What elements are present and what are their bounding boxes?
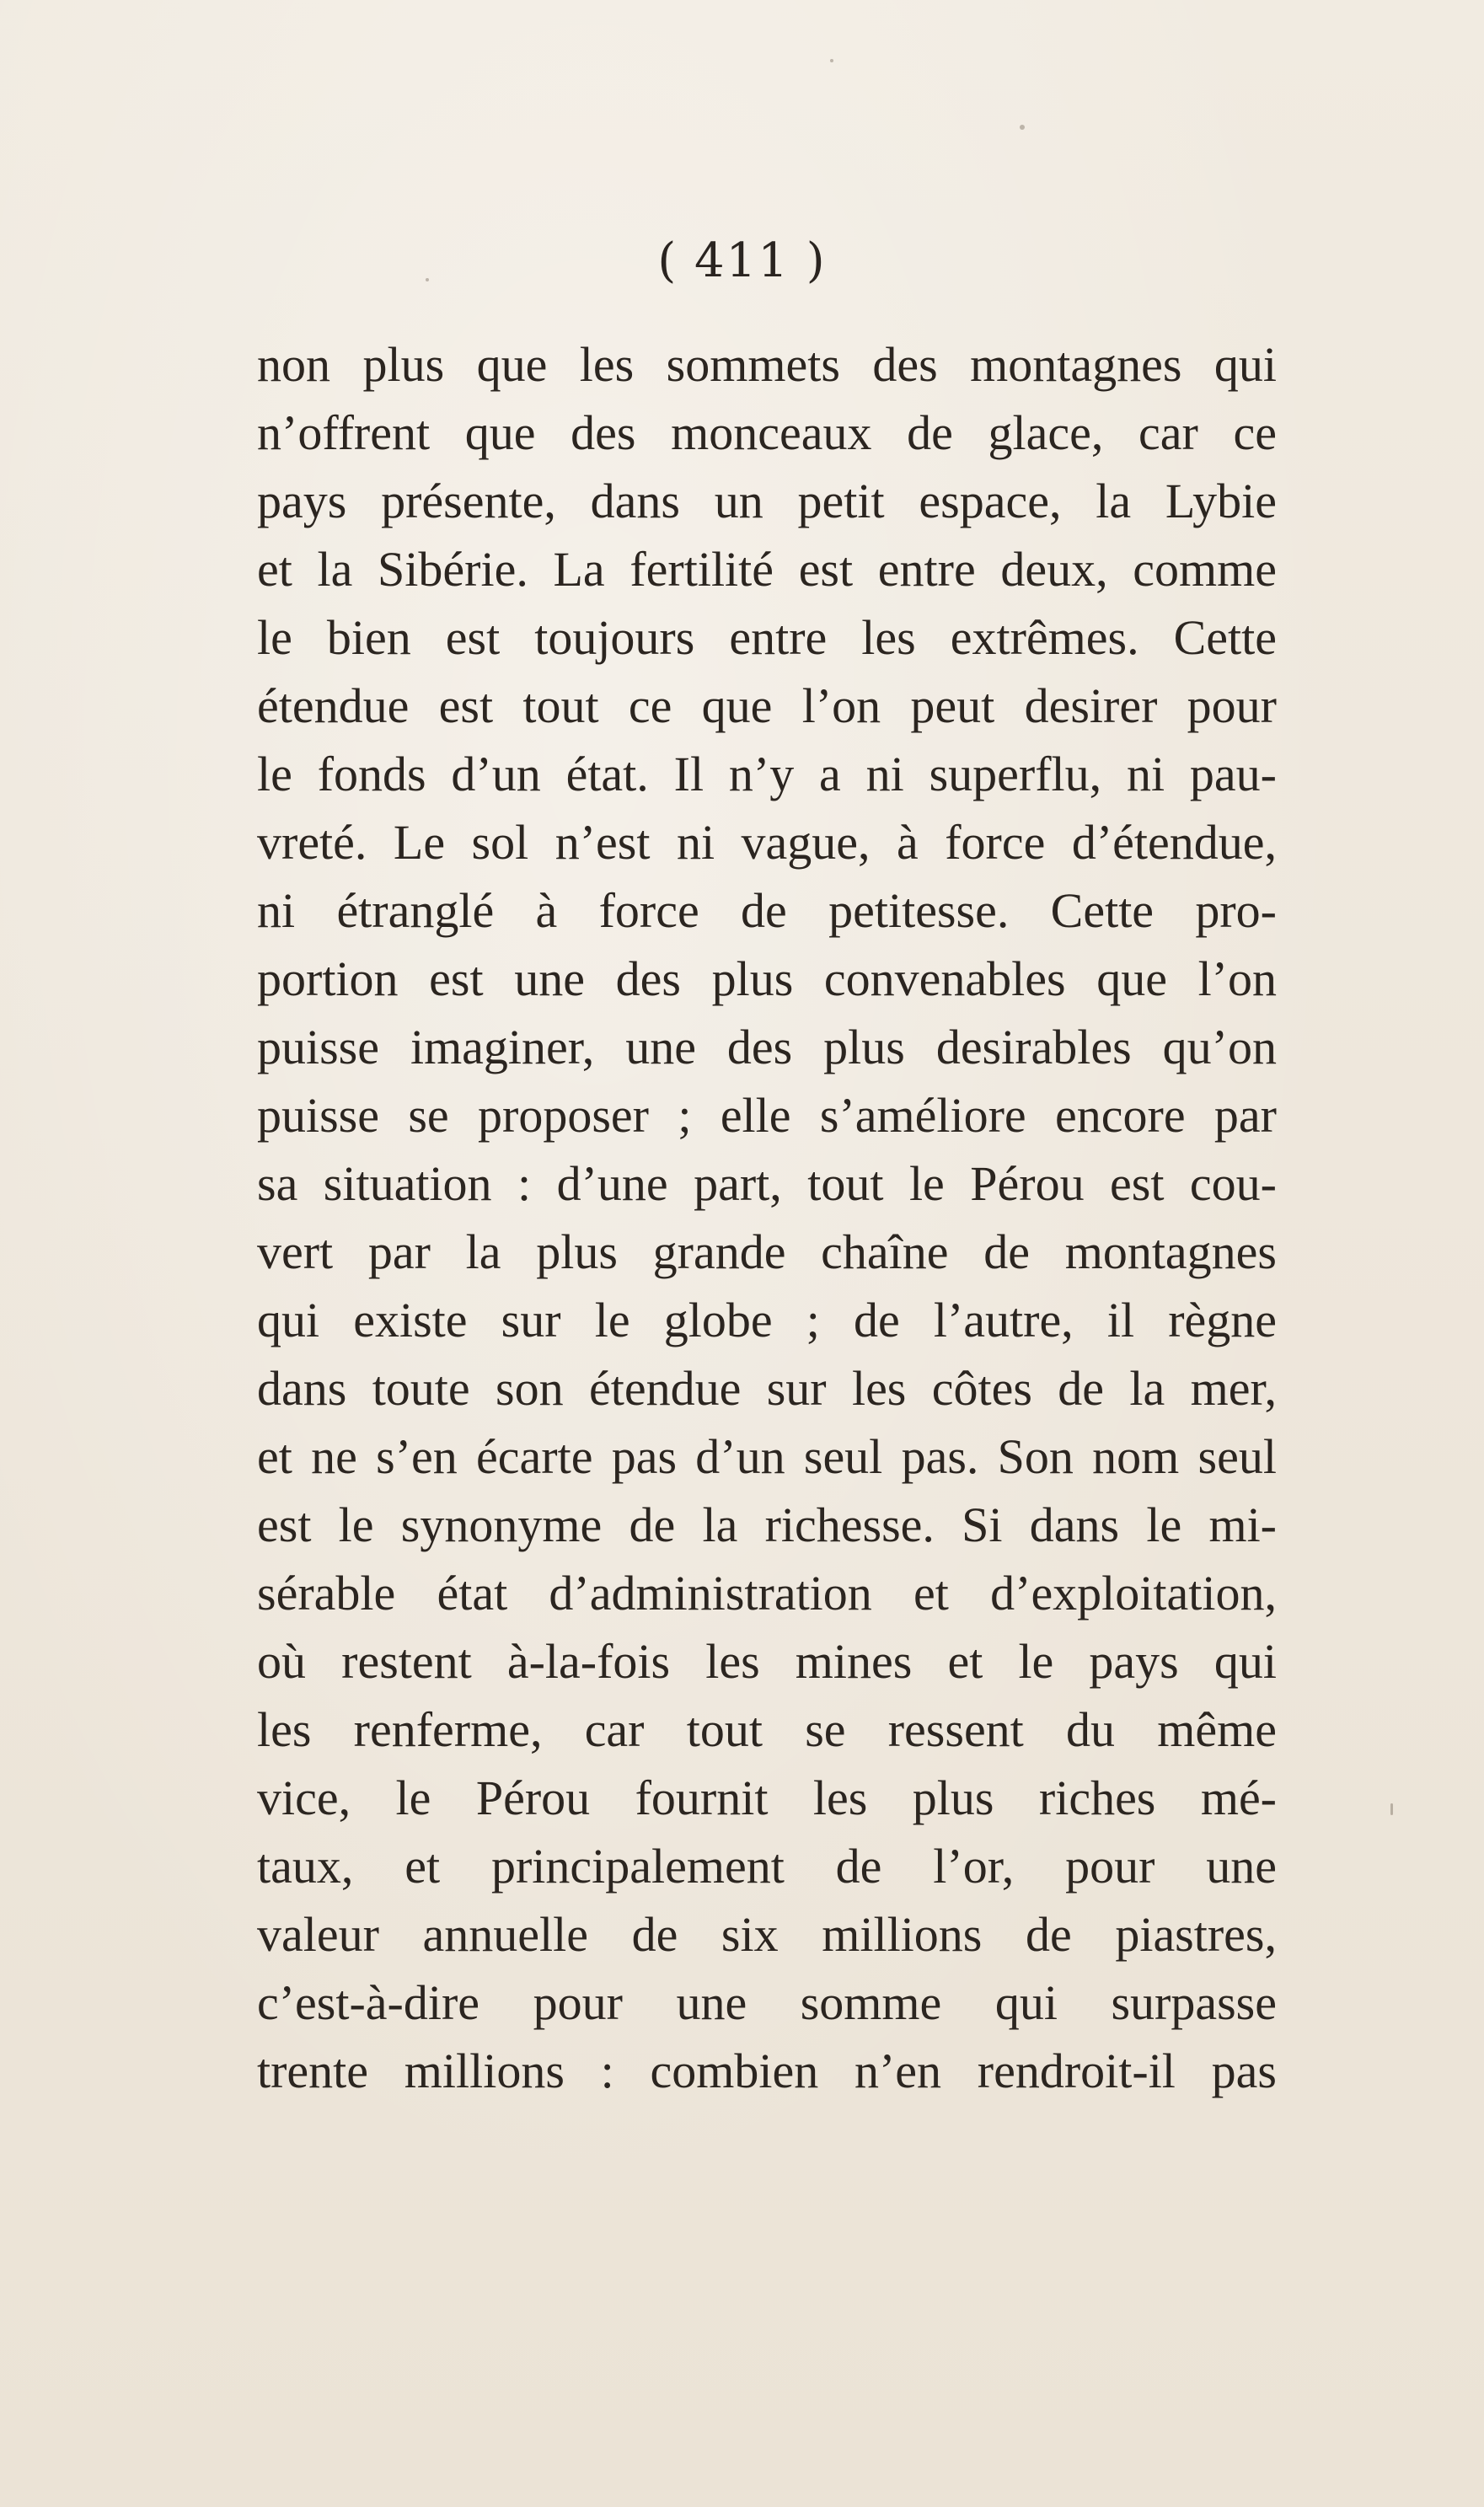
page-number-header: ( 411 ) [657, 233, 827, 288]
text-line: sérable état d’administration et d’exploitation, [257, 1566, 1277, 1620]
text-line: portion est une des plus convenables que l’on [257, 951, 1277, 1006]
text-line: puisse se proposer ; elle s’améliore encore par [257, 1088, 1277, 1143]
text-line: les renferme, car tout se ressent du même [257, 1702, 1277, 1757]
text-line: étendue est tout ce que l’on peut desirer pour [257, 678, 1277, 733]
paper-speck [1020, 125, 1025, 130]
text-line: et la Sibérie. La fertilité est entre deux, comme [257, 542, 1277, 597]
text-line: qui existe sur le globe ; de l’autre, il règne [257, 1293, 1277, 1347]
text-line: vreté. Le sol n’est ni vague, à force d’étendue, [257, 815, 1277, 870]
text-line: le bien est toujours entre les extrêmes. Cette [257, 610, 1277, 665]
text-line: non plus que les sommets des montagnes qui [257, 337, 1277, 392]
text-line: puisse imaginer, une des plus desirables qu’on [257, 1020, 1277, 1074]
text-line: est le synonyme de la richesse. Si dans le mi- [257, 1497, 1277, 1552]
paper-speck [830, 59, 833, 62]
text-line: dans toute son étendue sur les côtes de la mer, [257, 1361, 1277, 1416]
text-line: et ne s’en écarte pas d’un seul pas. Son nom seul [257, 1429, 1277, 1484]
text-line: vice, le Pérou fournit les plus riches mé- [257, 1770, 1277, 1825]
text-line: taux, et principalement de l’or, pour une [257, 1839, 1277, 1894]
text-line: où restent à-la-fois les mines et le pays qui [257, 1634, 1277, 1689]
text-line: n’offrent que des monceaux de glace, car ce [257, 405, 1277, 460]
text-line: c’est-à-dire pour une somme qui surpasse [257, 1975, 1277, 2030]
body-text [257, 330, 1277, 2105]
text-line: valeur annuelle de six millions de piastres, [257, 1907, 1277, 1962]
text-line: ni étranglé à force de petitesse. Cette pro- [257, 883, 1277, 938]
text-line: le fonds d’un état. Il n’y a ni superflu, ni pau- [257, 747, 1277, 801]
text-line: vert par la plus grande chaîne de montagnes [257, 1224, 1277, 1279]
paper-speck [1390, 1803, 1393, 1815]
text-line: trente millions : combien n’en rendroit-il pas [257, 2044, 1277, 2098]
text-line: pays présente, dans un petit espace, la Lybie [257, 474, 1277, 528]
text-line: sa situation : d’une part, tout le Pérou est cou- [257, 1156, 1277, 1211]
